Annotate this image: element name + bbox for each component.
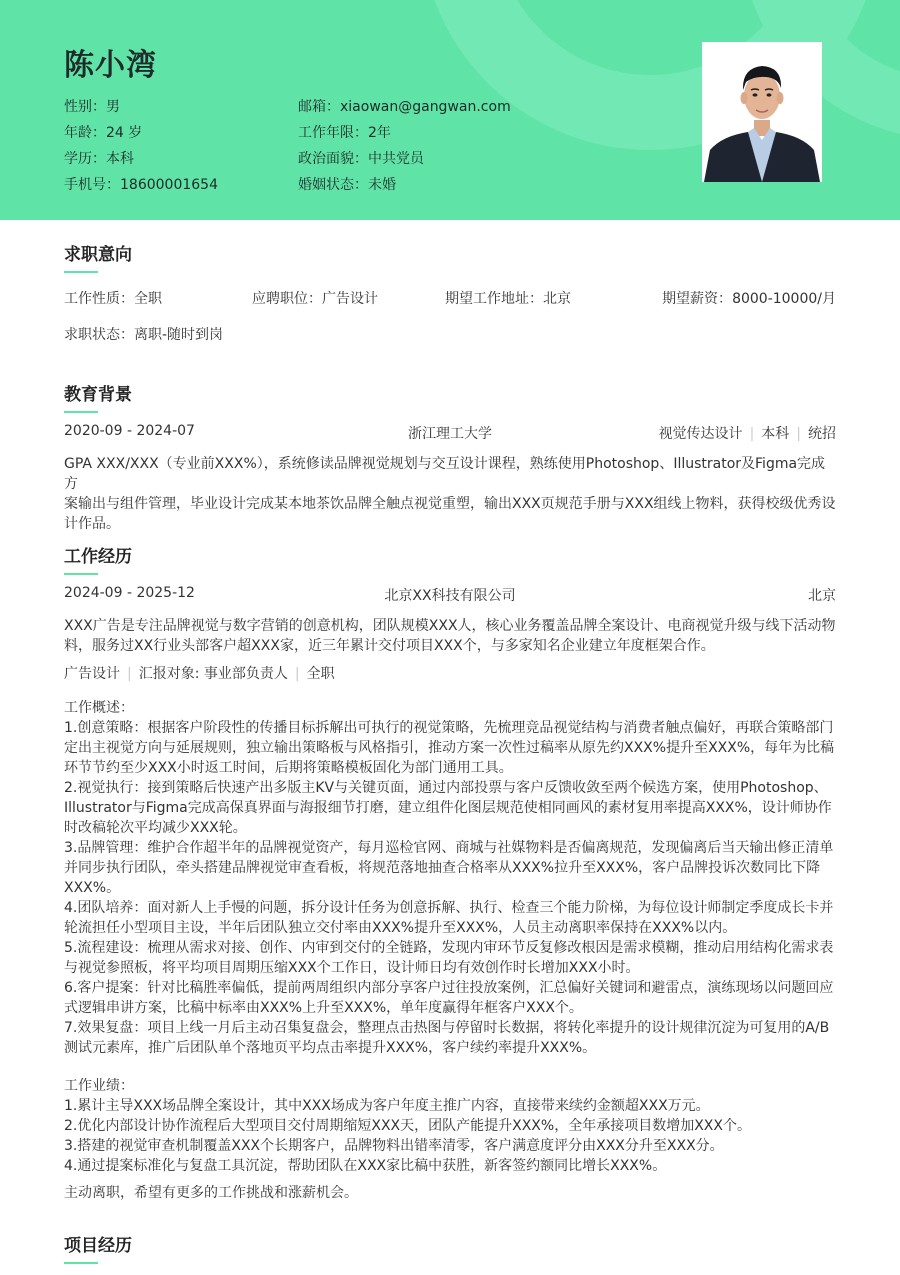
section-underline [64, 411, 98, 413]
person-portrait-icon [702, 42, 822, 182]
section-title-intent: 求职意向 [64, 245, 132, 265]
resume-header [0, 0, 900, 220]
info-political-status: 政治面貌：中共党员 [298, 151, 424, 167]
section-underline [64, 1262, 98, 1264]
section-title-work: 工作经历 [64, 547, 132, 567]
info-email: 邮箱：xiaowan@gangwan.com [298, 99, 511, 115]
section-underline [64, 573, 98, 575]
candidate-name: 陈小湾 [64, 48, 157, 83]
work-location: 北京 [808, 588, 836, 604]
info-work-years: 工作年限：2年 [298, 125, 391, 141]
section-title-education: 教育背景 [64, 385, 132, 405]
intent-status: 求职状态：离职-随时到岗 [64, 327, 224, 343]
intent-position: 应聘职位：广告设计 [252, 291, 378, 307]
work-overview: 工作概述： 1.创意策略：根据客户阶段性的传播目标拆解出可执行的视觉策略，先梳理竞品视觉结构与消费者触点偏好，再联合策略部门 定出主视觉方向与延展规则，独立输出策略板与风格指引，推动方案一次性过稿率从原先约XXX%提升至XXX%，每年为比稿 环节节约至少XXX小时返工时间，后期将策略模板固化为部门通用工具。 2.视觉执行：接到策略后快速产出多版主KV与关键页面，通过内部投票与客户反馈收敛至两个候选方案，使用Photoshop、 Illustrator与Figma完成高保真界面与海报细节打磨，建立组件化图层规范使相同画风的素材复用率提高XXX%，设计师协作 时改稿轮次平均减少XXX轮。 3.品牌管理：维护合作超半年的品牌视觉资产，每月巡检官网、商城与社媒物料是否偏离规范，发现偏离后当天输出修正清单 并同步执行团队，牵头搭建品牌视觉审查看板，将规范落地抽查合格率从XXX%拉升至XXX%，客户品牌投诉次数同比下降 XXX%。 4.团队培养：面对新人上手慢的问题，拆分设计任务为创意拆解、执行、检查三个能力阶梯，为每位设计师制定季度成长卡并 轮流担任小型项目主设，半年后团队独立交付率由XXX%提升至XXX%，人员主动离职率保持在XXX%以内。 5.流程建设：梳理从需求对接、创作、内审到交付的全链路，发现内审环节反复修改根因是需求模糊，推动启用结构化需求表 与视觉参照板，将平均项目周期压缩XXX个工作日，设计师日均有效创作时长增加XXX小时。 6.客户提案：针对比稿胜率偏低，提前两周组织内部分享客户过往投放案例，汇总偏好关键词和避雷点，演练现场以问题回应 式逻辑串讲方案，比稿中标率由XXX%上升至XXX%，单年度赢得年框客户XXX个。 7.效果复盘：项目上线一月后主动召集复盘会，整理点击热图与停留时长数据，将转化率提升的设计规律沉淀为可复用的A/B 测试元素库，推广后团队单个落地页平均点击率提升XXX%，客户续约率提升XXX%。 [64, 700, 835, 1056]
work-period: 2024-09 - 2025-12 [64, 585, 195, 601]
education-period: 2020-09 - 2024-07 [64, 423, 195, 439]
company-description: XXX广告是专注品牌视觉与数字营销的创意机构，团队规模XXX人，核心业务覆盖品牌全案设计、电商视觉升级与线下活动物 料，服务过XX行业头部客户超XXX家，近三年累计交付项目XXX个，与多家知名企业建立年度框架合作。 [64, 618, 836, 654]
education-description: GPA XXX/XXX（专业前XXX%），系统修读品牌视觉规划与交互设计课程，熟练使用Photoshop、Illustrator及Figma完成方 案输出与组件管理，毕业设计完成某本地茶饮品牌全触点视觉重塑，输出XXX页规范手册与XXX组线上物料，获得校级优秀设 计作品。 [64, 456, 836, 532]
info-gender: 性别：男 [64, 99, 120, 115]
info-age: 年龄：24 岁 [64, 125, 143, 141]
info-phone: 手机号：18600001654 [64, 177, 218, 193]
education-school: 浙江理工大学 [408, 426, 492, 442]
intent-location: 期望工作地址：北京 [445, 291, 571, 307]
work-company: 北京XX科技有限公司 [384, 588, 516, 604]
leave-reason: 主动离职，希望有更多的工作挑战和涨薪机会。 [64, 1185, 358, 1201]
intent-job-type: 工作性质：全职 [64, 291, 162, 307]
info-education: 学历：本科 [64, 151, 134, 167]
profile-photo [702, 42, 822, 182]
work-role-tags: 广告设计 | 汇报对象: 事业部负责人 | 全职 [64, 666, 335, 682]
info-marital-status: 婚姻状态：未婚 [298, 177, 396, 193]
section-title-project: 项目经历 [64, 1236, 132, 1256]
education-details: 视觉传达设计 | 本科 | 统招 [658, 426, 836, 442]
work-achievements: 工作业绩： 1.累计主导XXX场品牌全案设计，其中XXX场成为客户年度主推广内容，直接带来续约金额超XXX万元。 2.优化内部设计协作流程后大型项目交付周期缩短XXX天，团队产能提升XXX%，全年承接项目数增加XXX个。 3.搭建的视觉审查机制覆盖XXX个长期客户，品牌物料出错率清零，客户满意度评分由XXX分升至XXX分。 4.通过提案标准化与复盘工具沉淀，帮助团队在XXX家比稿中获胜，新客签约额同比增长XXX%。 [64, 1078, 751, 1174]
section-underline [64, 271, 98, 273]
intent-salary: 期望薪资：8000-10000/月 [662, 291, 836, 307]
